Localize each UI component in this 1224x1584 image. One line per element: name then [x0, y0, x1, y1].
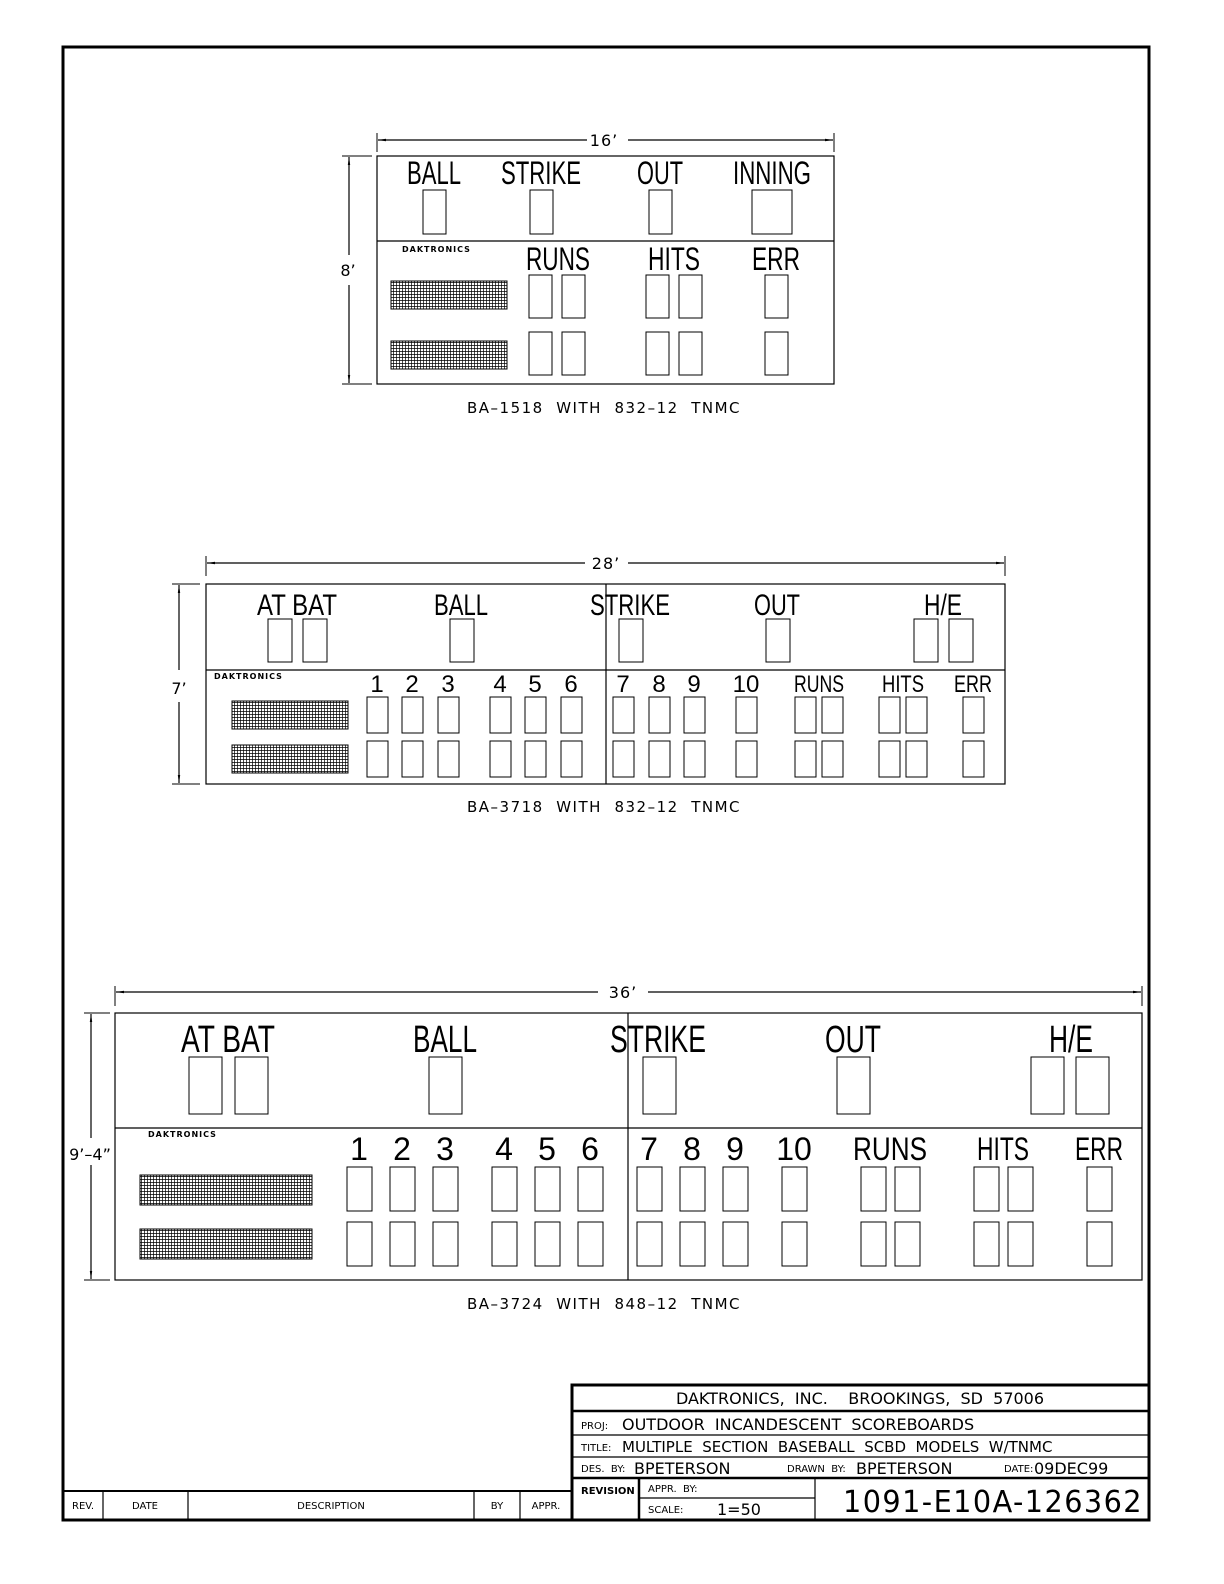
digit [438, 697, 459, 733]
digit [423, 190, 446, 234]
digit [578, 1222, 603, 1266]
digit [649, 741, 670, 777]
digit [649, 190, 672, 234]
digit [390, 1222, 415, 1266]
width-dimension: 28’ [591, 554, 621, 573]
digit [914, 619, 938, 662]
team-name-panel [232, 701, 348, 729]
label-inning-3: 3 [436, 1131, 454, 1167]
label-inning-7: 7 [616, 671, 630, 698]
digit [613, 697, 634, 733]
digit [530, 190, 553, 234]
label-hits: HITS [977, 1131, 1029, 1167]
digit [646, 332, 669, 375]
digit [637, 1167, 662, 1211]
label-inning-6: 6 [581, 1131, 599, 1167]
team-name-panel [391, 341, 507, 369]
digit [562, 275, 585, 318]
label-inning-9: 9 [726, 1131, 744, 1167]
label-inning-8: 8 [652, 671, 666, 698]
title-block [572, 1385, 1149, 1520]
digit [646, 275, 669, 318]
digit [822, 741, 843, 777]
digit [390, 1167, 415, 1211]
date-value: 09DEC99 [1034, 1459, 1109, 1478]
digit [450, 619, 474, 662]
digit [765, 332, 788, 375]
label-inning-2: 2 [393, 1131, 411, 1167]
label-inning-8: 8 [683, 1131, 701, 1167]
digit [367, 697, 388, 733]
label-err: ERR [1075, 1131, 1123, 1167]
model-caption: BA–1518 WITH 832–12 TNMC [466, 399, 742, 417]
width-dimension: 16’ [589, 131, 619, 150]
date-header: DATE [131, 1501, 159, 1512]
digit [619, 619, 643, 662]
digit [643, 1057, 676, 1114]
label-runs: RUNS [853, 1131, 927, 1167]
drawn-by-value: BPETERSON [856, 1459, 953, 1478]
digit [525, 697, 546, 733]
digit [433, 1167, 458, 1211]
digit [561, 741, 582, 777]
digit [402, 697, 423, 733]
label-inning-2: 2 [405, 671, 419, 698]
digit [561, 697, 582, 733]
height-dimension: 9’–4” [69, 1145, 111, 1164]
label-inning-7: 7 [640, 1131, 658, 1167]
title-value: MULTIPLE SECTION BASEBALL SCBD MODELS W/TNMC [622, 1438, 1053, 1456]
label-runs: RUNS [794, 671, 844, 698]
digit [613, 741, 634, 777]
digit [906, 697, 927, 733]
digit [492, 1167, 517, 1211]
digit [562, 332, 585, 375]
label-h-e: H/E [1049, 1019, 1093, 1061]
label-out: OUT [637, 155, 683, 191]
height-dimension: 7’ [171, 679, 187, 698]
company-name: DAKTRONICS, INC. BROOKINGS, SD 57006 [675, 1389, 1045, 1408]
digit [974, 1222, 999, 1266]
label-ball: BALL [413, 1019, 477, 1061]
digit [895, 1222, 920, 1266]
digit [433, 1222, 458, 1266]
label-h-e: H/E [924, 589, 962, 622]
digit [367, 741, 388, 777]
digit [438, 741, 459, 777]
digit [529, 275, 552, 318]
label-err: ERR [954, 671, 992, 698]
rev-header: REV. [72, 1501, 94, 1512]
digit [402, 741, 423, 777]
digit [649, 697, 670, 733]
digit [680, 1167, 705, 1211]
title-label: TITLE: [581, 1443, 612, 1454]
digit [963, 741, 984, 777]
proj-label: PROJ: [581, 1421, 609, 1432]
label-inning-3: 3 [441, 671, 455, 698]
label-inning-1: 1 [370, 671, 384, 698]
digit [347, 1167, 372, 1211]
appr-header: APPR. [531, 1501, 561, 1512]
digit [1008, 1167, 1033, 1211]
label-hits: HITS [648, 241, 700, 277]
label-inning-9: 9 [687, 671, 701, 698]
digit [490, 697, 511, 733]
digit [535, 1167, 560, 1211]
digit [492, 1222, 517, 1266]
label-inning-4: 4 [495, 1131, 513, 1167]
digit [822, 697, 843, 733]
width-dimension: 36’ [608, 983, 638, 1002]
team-name-panel [232, 745, 348, 773]
by-header: BY [490, 1501, 504, 1512]
digit [235, 1057, 268, 1114]
label-out: OUT [825, 1019, 881, 1061]
model-caption: BA–3718 WITH 832–12 TNMC [466, 798, 742, 816]
label-at-bat: AT BAT [181, 1019, 275, 1061]
digit [736, 741, 757, 777]
scoreboard-ba-1518 [340, 131, 834, 417]
digit [974, 1167, 999, 1211]
digit [684, 741, 705, 777]
label-inning-10: 10 [732, 671, 760, 698]
digit [680, 1222, 705, 1266]
label-inning-10: 10 [776, 1131, 812, 1167]
digit [1008, 1222, 1033, 1266]
digit [837, 1057, 870, 1114]
label-ball: BALL [407, 155, 461, 191]
digit [766, 619, 790, 662]
digit [679, 275, 702, 318]
digit [1076, 1057, 1109, 1114]
digit [879, 697, 900, 733]
label-inning-6: 6 [564, 671, 578, 698]
label-strike: STRIKE [501, 155, 581, 191]
model-caption: BA–3724 WITH 848–12 TNMC [466, 1295, 742, 1313]
digit [347, 1222, 372, 1266]
digit [723, 1167, 748, 1211]
label-at-bat: AT BAT [257, 589, 337, 622]
digit [529, 332, 552, 375]
digit [303, 619, 327, 662]
scale-value: 1=50 [717, 1500, 761, 1519]
digit [879, 741, 900, 777]
digit [795, 697, 816, 733]
drawn-by-label: DRAWN BY: [787, 1464, 846, 1475]
height-dimension: 8’ [340, 261, 356, 280]
digit [895, 1167, 920, 1211]
des-by-label: DES. BY: [581, 1464, 626, 1475]
drawing-number: 1091-E10A-126362 [843, 1485, 1143, 1520]
revision-table [63, 1491, 572, 1520]
digit [637, 1222, 662, 1266]
description-header: DESCRIPTION [297, 1501, 365, 1512]
digit [684, 697, 705, 733]
brand-logo: DAKTRONICS [148, 1130, 217, 1139]
digit [1087, 1222, 1112, 1266]
team-name-panel [140, 1229, 312, 1259]
digit [963, 697, 984, 733]
appr-by-label: APPR. BY: [648, 1484, 698, 1495]
digit [679, 332, 702, 375]
label-runs: RUNS [526, 241, 590, 277]
digit [189, 1057, 222, 1114]
label-ball: BALL [434, 589, 488, 622]
digit [1031, 1057, 1064, 1114]
label-inning: INNING [733, 155, 811, 191]
digit [906, 741, 927, 777]
label-strike: STRIKE [610, 1019, 706, 1061]
scoreboard-ba-3718 [171, 554, 1005, 816]
label-hits: HITS [882, 671, 924, 698]
digit [861, 1222, 886, 1266]
digit [1087, 1167, 1112, 1211]
revision-label: REVISION [581, 1486, 635, 1497]
label-inning-1: 1 [350, 1131, 368, 1167]
digit [490, 741, 511, 777]
digit [736, 697, 757, 733]
digit [535, 1222, 560, 1266]
digit [429, 1057, 462, 1114]
digit [268, 619, 292, 662]
digit [782, 1167, 807, 1211]
label-out: OUT [754, 589, 800, 622]
label-inning-5: 5 [528, 671, 542, 698]
digit [723, 1222, 748, 1266]
digit [752, 190, 792, 234]
digit [949, 619, 973, 662]
scale-label: SCALE: [648, 1505, 684, 1516]
date-label: DATE: [1004, 1464, 1034, 1475]
des-by-value: BPETERSON [634, 1459, 731, 1478]
digit [525, 741, 546, 777]
label-inning-4: 4 [493, 671, 507, 698]
brand-logo: DAKTRONICS [214, 672, 283, 681]
digit [765, 275, 788, 318]
team-name-panel [140, 1175, 312, 1205]
label-inning-5: 5 [538, 1131, 556, 1167]
digit [578, 1167, 603, 1211]
digit [795, 741, 816, 777]
scoreboard-ba-3724 [69, 983, 1142, 1313]
label-err: ERR [752, 241, 800, 277]
digit [782, 1222, 807, 1266]
digit [861, 1167, 886, 1211]
team-name-panel [391, 281, 507, 309]
brand-logo: DAKTRONICS [402, 245, 471, 254]
label-strike: STRIKE [590, 589, 670, 622]
proj-value: OUTDOOR INCANDESCENT SCOREBOARDS [622, 1415, 975, 1434]
